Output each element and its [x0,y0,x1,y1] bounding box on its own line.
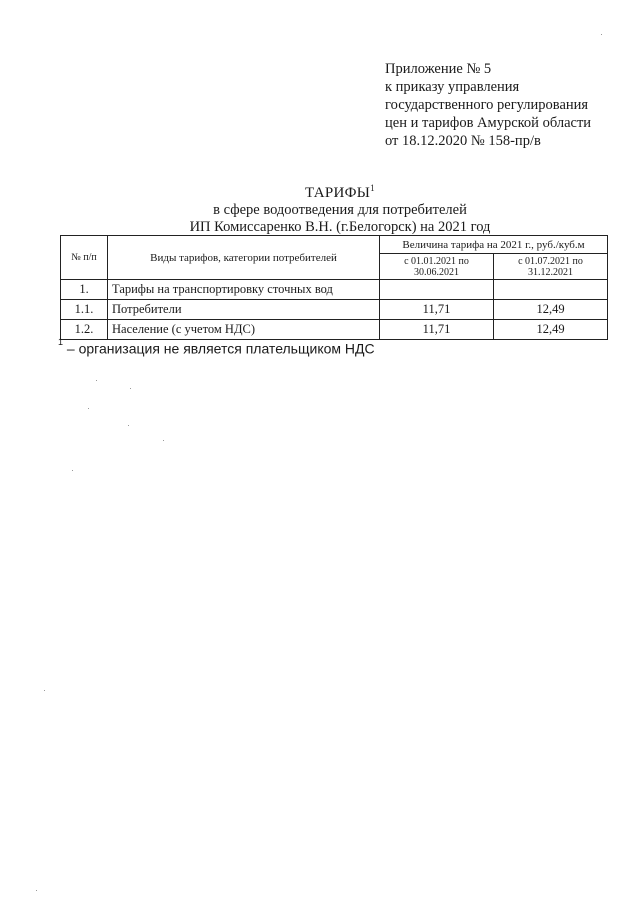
header-value: Величина тарифа на 2021 г., руб./куб.м [380,236,608,254]
title-footnote-mark: 1 [370,183,375,193]
table-row [61,300,608,320]
appendix-header [385,60,591,150]
row-value-2 [494,280,608,300]
table-header-row [61,236,608,254]
row-value-2: 12,49 [494,320,608,340]
title-text: ТАРИФЫ [305,185,371,201]
scan-speck [88,408,89,409]
appendix-line: Приложение № 5 [385,61,492,77]
row-name: Потребители [108,300,380,320]
scan-speck [44,690,45,691]
title-subtitle: в сфере водоотведения для потребителей [213,202,467,218]
document-title-block [40,180,640,236]
scan-speck [72,470,73,471]
scan-speck [128,425,129,426]
row-num: 1.2. [61,320,108,340]
header-kind: Виды тарифов, категории потребителей [108,236,380,280]
row-num: 1. [61,280,108,300]
table-row [61,320,608,340]
scan-speck [130,388,131,389]
scan-speck [163,440,164,441]
header-period-2: с 01.07.2021 по 31.12.2021 [494,254,608,280]
row-value-1 [380,280,494,300]
footnote-mark: 1 [58,337,64,347]
row-num: 1.1. [61,300,108,320]
appendix-line: к приказу управления [385,79,520,95]
tariff-table [60,235,608,340]
footnote [58,337,375,357]
footnote-text: – организация не является плательщиком НДС [66,340,375,357]
row-value-2: 12,49 [494,300,608,320]
row-value-1: 11,71 [380,300,494,320]
scan-speck [601,34,602,35]
scan-speck [36,890,37,891]
appendix-line: от 18.12.2020 № 158-пр/в [385,133,541,149]
row-name: Население (с учетом НДС) [108,320,380,340]
title-subtitle-org: ИП Комиссаренко В.Н. (г.Белогорск) на 2021 год [189,219,491,235]
document-title [40,180,640,202]
row-name: Тарифы на транспортировку сточных вод [108,280,380,300]
table-row [61,280,608,300]
header-period-1: с 01.01.2021 по 30.06.2021 [380,254,494,280]
header-num: № п/п [61,236,108,280]
scan-speck [96,380,97,381]
appendix-line: государственного регулирования [385,97,589,113]
row-value-1: 11,71 [380,320,494,340]
appendix-line: цен и тарифов Амурской области [385,115,592,131]
